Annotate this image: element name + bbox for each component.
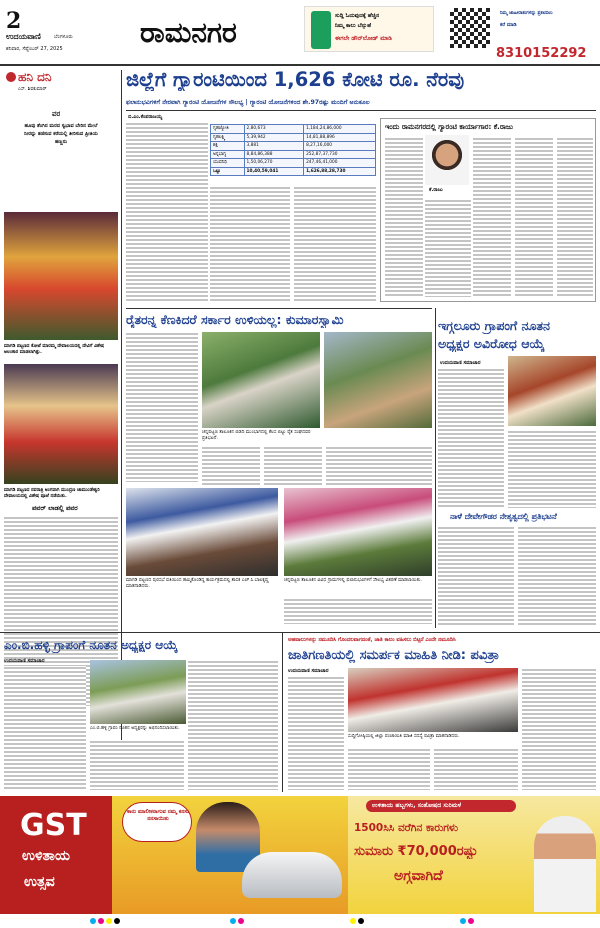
sidebar-title: ಹನಿ ದನಿ: [18, 70, 52, 84]
table-cell: ಗೃಹಜ್ಯೋತಿ: [211, 125, 245, 134]
reg-mark: [468, 918, 474, 924]
app-ad-line3: ಈಗಲೇ ಡೌನ್‌ಲೋಡ್ ಮಾಡಿ: [335, 35, 392, 42]
table-cell: ಒಟ್ಟು: [211, 167, 245, 176]
story2-rule: [126, 308, 432, 309]
story3-col2: [508, 430, 596, 508]
story4-col3: [188, 660, 278, 790]
table-cell: 8,27,16,000: [304, 142, 376, 151]
story2-col2: [202, 446, 260, 486]
story3-col3: [438, 526, 514, 626]
lead-col2: [210, 186, 290, 302]
date-line: ಶನಿವಾರ, ಸೆಪ್ಟೆಂಬರ್ 27, 2025: [6, 46, 63, 52]
section-title: ರಾಮನಗರ: [140, 16, 237, 49]
gst-ad-middle: [112, 796, 348, 914]
app-ad-line1: ಸುದ್ದಿ ಓದುವುದಕ್ಕೆ ಹೆಚ್ಚಿನ: [335, 13, 380, 19]
story4-photo-caption: ಎಂ.ಬಿ.ಹಳ್ಳಿ ಗ್ರಾಪಂ ನೂತನ ಅಧ್ಯಕ್ಷರನ್ನು ಅಭಿನಂದಿಸಲಾಯಿತು.: [90, 726, 180, 731]
lead-sidebox: [380, 118, 596, 302]
guarantee-table: [210, 124, 376, 176]
car-image: [242, 852, 342, 898]
story4-col1: [4, 666, 86, 790]
offer-line2: ಸುಮಾರು ₹70,000ರಷ್ಟು: [354, 844, 478, 859]
gst-festival: ಉತ್ಸವ: [24, 874, 55, 890]
story5-kicker: ಅಹವಾಲುಗಳನ್ನು ನಮೂದಿಸಿ ಗೊಂದಲವಾಗದಂತೆ, ಜಾತಿ ಕಾಲಂ ವಹಿಸಲು ಬಿಟ್ಟರೆ ಎಂದೇ ನಮೂದಿಸಿ: [288, 637, 456, 643]
poem-title: ವರ: [52, 110, 61, 118]
reg-mark: [98, 918, 104, 924]
edition: ಬೆಂಗಳೂರು: [54, 34, 73, 40]
color-registration-marks: [0, 914, 600, 928]
story3-subhead: ನಾಳೆ ದೇವೇಗೌಡರ ನೇತೃತ್ವದಲ್ಲಿ ಪ್ರತಿಭಟನೆ: [450, 512, 557, 521]
lead-subhead: ಫಲಾನುಭವಿಗಳಿಗೆ ನೇರವಾಗಿ ಗ್ಯಾರಂಟಿ ಯೋಜನೆಗಳ ಸೌಲಭ್ಯ | ಗ್ಯಾರಂಟಿ ಯೋಜನೆಗಳಿಂದ ಶೇ.97ರಷ್ಟು ಮಂದಿಗೆ ಅನುಕೂಲ: [126, 99, 370, 106]
reg-mark: [106, 918, 112, 924]
sidebar-author: ಎಸ್. ಶಿವಕುಮಾರ್: [18, 87, 47, 92]
table-cell: 252,87,37,730: [304, 150, 376, 159]
table-cell: 1,50,06,270: [244, 159, 304, 168]
sidebox-title: ಇಂದು ರಾಮನಗರದಲ್ಲಿ ಗ್ಯಾರಂಟಿ ಕಾರ್ಯಾಗಾರ: ಕೆ.ರಾಜು: [385, 123, 513, 131]
story5-col1: [288, 676, 344, 790]
gst-ad-right: [348, 796, 600, 914]
table-cell: 14,81,88,896: [304, 133, 376, 142]
table-row: [211, 125, 376, 134]
table-cell: 247,46,41,000: [304, 159, 376, 168]
qr-code: [450, 8, 490, 48]
classified-ad-line1: ನಿಮ್ಮ ಜಾಹೀರಾತುಗಳನ್ನು ಪ್ರಕಟಿಸಲು: [500, 11, 553, 16]
story2-col3: [264, 446, 322, 486]
story5-byline: ಉದಯವಾಣಿ ಸಮಾಚಾರ: [288, 668, 329, 674]
story2-col5: [284, 598, 432, 624]
table-cell: 1,184,24,86,000: [304, 125, 376, 134]
ribbon: [366, 800, 516, 812]
photo2-caption: ಮಾಗಡಿ ಪಟ್ಟಣದ ನವರಾತ್ರಿ ಅಂಗವಾಗಿ ಮುಂದ್ರಣ ಚಾಮುಂಡೇಶ್ವರಿ ದೇವಾಲಯದಲ್ಲಿ ವಿಶೇಷ ಪೂಜೆ ನಡೆಯಿತು.: [4, 488, 100, 499]
story3-divider: [435, 308, 436, 628]
brief-title: ಪವರ್ ಲಾಡಲ್ಲಿ ಪವರ: [32, 504, 78, 512]
story4-col2: [90, 740, 184, 790]
story5-photo: [348, 668, 518, 732]
story5-divider: [282, 632, 283, 792]
lead-col3: [294, 186, 376, 302]
reg-mark: [358, 918, 364, 924]
classified-ad: [496, 6, 596, 61]
story3-photo: [508, 356, 596, 426]
reg-mark: [238, 918, 244, 924]
story4-photo: [90, 660, 186, 724]
classified-ad-phone: 8310152292: [496, 46, 587, 61]
table-cell: ಯುವನಿಧಿ: [211, 159, 245, 168]
lead-byline: ಬಿ.ಎಂ.ಕೆಂಪರಾಜಯ್ಯ: [128, 114, 163, 120]
reg-mark: [90, 918, 96, 924]
story2-photo1-caption: ಚನ್ನಪಟ್ಟಣ ತಾಲೂಕಿನ ಬಿಡದಿ ಮುಂಭಾಗದಲ್ಲಿ ಕೆಲಸ ಬಿಟ್ಟು ರೈತ ಸಂಘದವರ ಪ್ರತಿಭಟನೆ.: [202, 430, 311, 441]
bottom-rule: [0, 632, 600, 633]
story2-photo1: [202, 332, 320, 428]
gst-label: GST: [20, 808, 87, 843]
gst-ad: [0, 796, 600, 914]
app-ad: [304, 6, 434, 52]
story2-photo2: [126, 488, 278, 576]
masthead: [0, 0, 600, 61]
reg-mark: [114, 918, 120, 924]
sidebox-portrait: [425, 135, 469, 185]
story2-photo3: [284, 488, 432, 576]
story2-photo3-caption: ಚನ್ನಪಟ್ಟಣ ತಾಲೂಕಿನ ವಿವಿಧ ಗ್ರಾಮಗಳಲ್ಲಿ ಫಲಾನುಭವಿಗಳಿಗೆ ಸೌಲಭ್ಯ ವಿತರಣೆ ಮಾಡಲಾಯಿತು.: [284, 578, 422, 583]
sidebox-col3: [515, 137, 553, 297]
gst-ad-left: [0, 796, 112, 914]
table-cell: ಗೃಹಲಕ್ಷ್ಮಿ: [211, 133, 245, 142]
story5-col2: [348, 748, 430, 790]
story4-byline: ಉದಯವಾಣಿ ಸಮಾಚಾರ: [4, 658, 45, 664]
speech-bubble: [122, 802, 192, 842]
photo1-caption: ಮಾಗಡಿ ಪಟ್ಟಣದ ಕೋಟೆ ಮಾರಮ್ಮ ದೇವಾಲಯದಲ್ಲಿ ದೇವಿಗೆ ವಿಶೇಷ ಅಲಂಕಾರ ಮಾಡಲಾಗಿತ್ತು.: [4, 344, 105, 355]
story5-col4: [522, 668, 596, 790]
sidebox-name: ಕೆ.ರಾಜು: [429, 187, 443, 193]
story2-photo2-caption: ಮಾಗಡಿ ಪಟ್ಟಣದ ಪುರಸಭೆ ವತಿಯಿಂದ ಹಮ್ಮಿಕೊಂಡಿದ್ದ ಕಾರ್ಯಕ್ರಮದಲ್ಲಿ ಶಾಸಕ ಎಚ್.ಸಿ.ಬಾಲಕೃಷ್ಣ ಮಾತನಾಡಿದರು.: [126, 578, 269, 589]
goddess-photo-2: [4, 364, 118, 484]
story2-col4: [326, 446, 432, 486]
story2-headline: ರೈತರನ್ನ ಕೆಣಕಿದರೆ ಸರ್ಕಾರ ಉಳಿಯಲ್ಲ: ಕುಮಾರಸ್ವಾಮಿ: [126, 312, 344, 327]
sidebox-col4: [557, 137, 593, 297]
story2-col1: [126, 332, 198, 482]
app-ad-line2: ನಿಮ್ಮ ಕಾಲು ಬೆನ್ನುಹೆ: [335, 23, 372, 29]
sidebox-col5: [425, 199, 471, 297]
story3-headline-2: ಅಧ್ಯಕ್ಷರ ಅವಿರೋಧ ಆಯ್ಕೆ: [438, 336, 545, 351]
offer-line3: ಅಗ್ಗವಾಗಿದೆ: [394, 868, 443, 884]
phone-icon: [311, 11, 331, 49]
paper-name: ಉದಯವಾಣಿ: [6, 32, 41, 41]
table-cell: 8,84,86,388: [244, 150, 304, 159]
table-row: [211, 150, 376, 159]
goddess-photo-1: [4, 212, 118, 340]
classified-ad-line2: ಕರೆ ಮಾಡಿ: [500, 22, 517, 28]
masthead-rule: [0, 64, 600, 66]
leader-portrait: [534, 816, 596, 912]
story3-col1: [438, 368, 504, 508]
story5-col3: [434, 748, 518, 790]
lead-col1: [126, 122, 208, 302]
offer-line1: 1500ಸಿಸಿ ವರೆಗಿನ ಕಾರುಗಳು: [354, 822, 459, 834]
sidebox-col1: [385, 137, 423, 297]
story3-byline: ಉದಯವಾಣಿ ಸಮಾಚಾರ: [440, 360, 481, 366]
story2-photo-inset: [324, 332, 432, 428]
sidebox-col2: [473, 137, 511, 297]
poem-text: ಹೂವು ತೆಂಗಿನ ಮರದ ಸ್ವಭಾವ ಬೇರಿನ ಮೇಲೆ ನೀರನ್ನು ತಣಿಸುವ ಕರೆಯಲ್ಲಿ ತೀರಿಸುವ ಪ್ರೀತಿಯ ಹಣ್ಣನು: [24, 123, 98, 145]
table-cell: 1,626,88,28,730: [304, 167, 376, 176]
reg-mark: [460, 918, 466, 924]
story3-headline-1: ಇಗ್ಗಲೂರು ಗ್ರಾಪಂಗೆ ನೂತನ: [438, 318, 551, 333]
table-cell: 3,881: [244, 142, 304, 151]
reg-mark: [350, 918, 356, 924]
table-row: [211, 133, 376, 142]
table-cell: 5,39,942: [244, 133, 304, 142]
lead-headline: ಜಿಲ್ಲೆಗೆ ಗ್ಯಾರಂಟಿಯಿಂದ 1,626 ಕೋಟಿ ರೂ. ನೆರವು: [126, 68, 465, 91]
story4-headline: ಎಂ.ಬಿ.ಹಳ್ಳಿ ಗ್ರಾಪಂಗೆ ನೂತನ ಅಧ್ಯಕ್ಷರ ಆಯ್ಕೆ: [4, 638, 178, 652]
bubble-text: ಕಾರು ಮಾಲೀಕರಾಗುವ ನಮ್ಮ ಕನಸು ನನಸಾಯಿತು: [127, 809, 189, 822]
table-cell: ಅನ್ನಭಾಗ್ಯ: [211, 150, 245, 159]
story5-headline: ಜಾತಿಗಣತಿಯಲ್ಲಿ ಸಮರ್ಪಕ ಮಾಹಿತಿ ನೀಡಿ: ಪವಿತ್ರಾ: [288, 648, 500, 663]
table-cell: 10,40,59,041: [244, 167, 304, 176]
story3-col4: [518, 526, 596, 626]
story5-photo-caption: ಸುದ್ದಿಗೋಷ್ಠಿಯಲ್ಲಿ ಜಿಲ್ಲಾ ಪಂಚಾಯಿತಿ ಮಾಜಿ ಸದಸ್ಯೆ ಪವಿತ್ರಾ ಮಾತನಾಡಿದರು.: [348, 734, 460, 739]
gst-savings: ಉಳಿತಾಯ: [22, 848, 70, 864]
reg-mark: [230, 918, 236, 924]
table-cell: ಶಕ್ತಿ: [211, 142, 245, 151]
table-cell: 2,80,673: [244, 125, 304, 134]
table-row: [211, 167, 376, 176]
lead-rule: [126, 110, 596, 111]
page-number: 2: [6, 8, 22, 34]
table-row: [211, 142, 376, 151]
ribbon-text: ಉಳಿತಾಯ ಹಬ್ಬಗಳು, ಸಂತೋಷದ ಸುರಿಮಳೆ: [372, 802, 462, 809]
table-row: [211, 159, 376, 168]
flower-icon: [6, 72, 16, 82]
